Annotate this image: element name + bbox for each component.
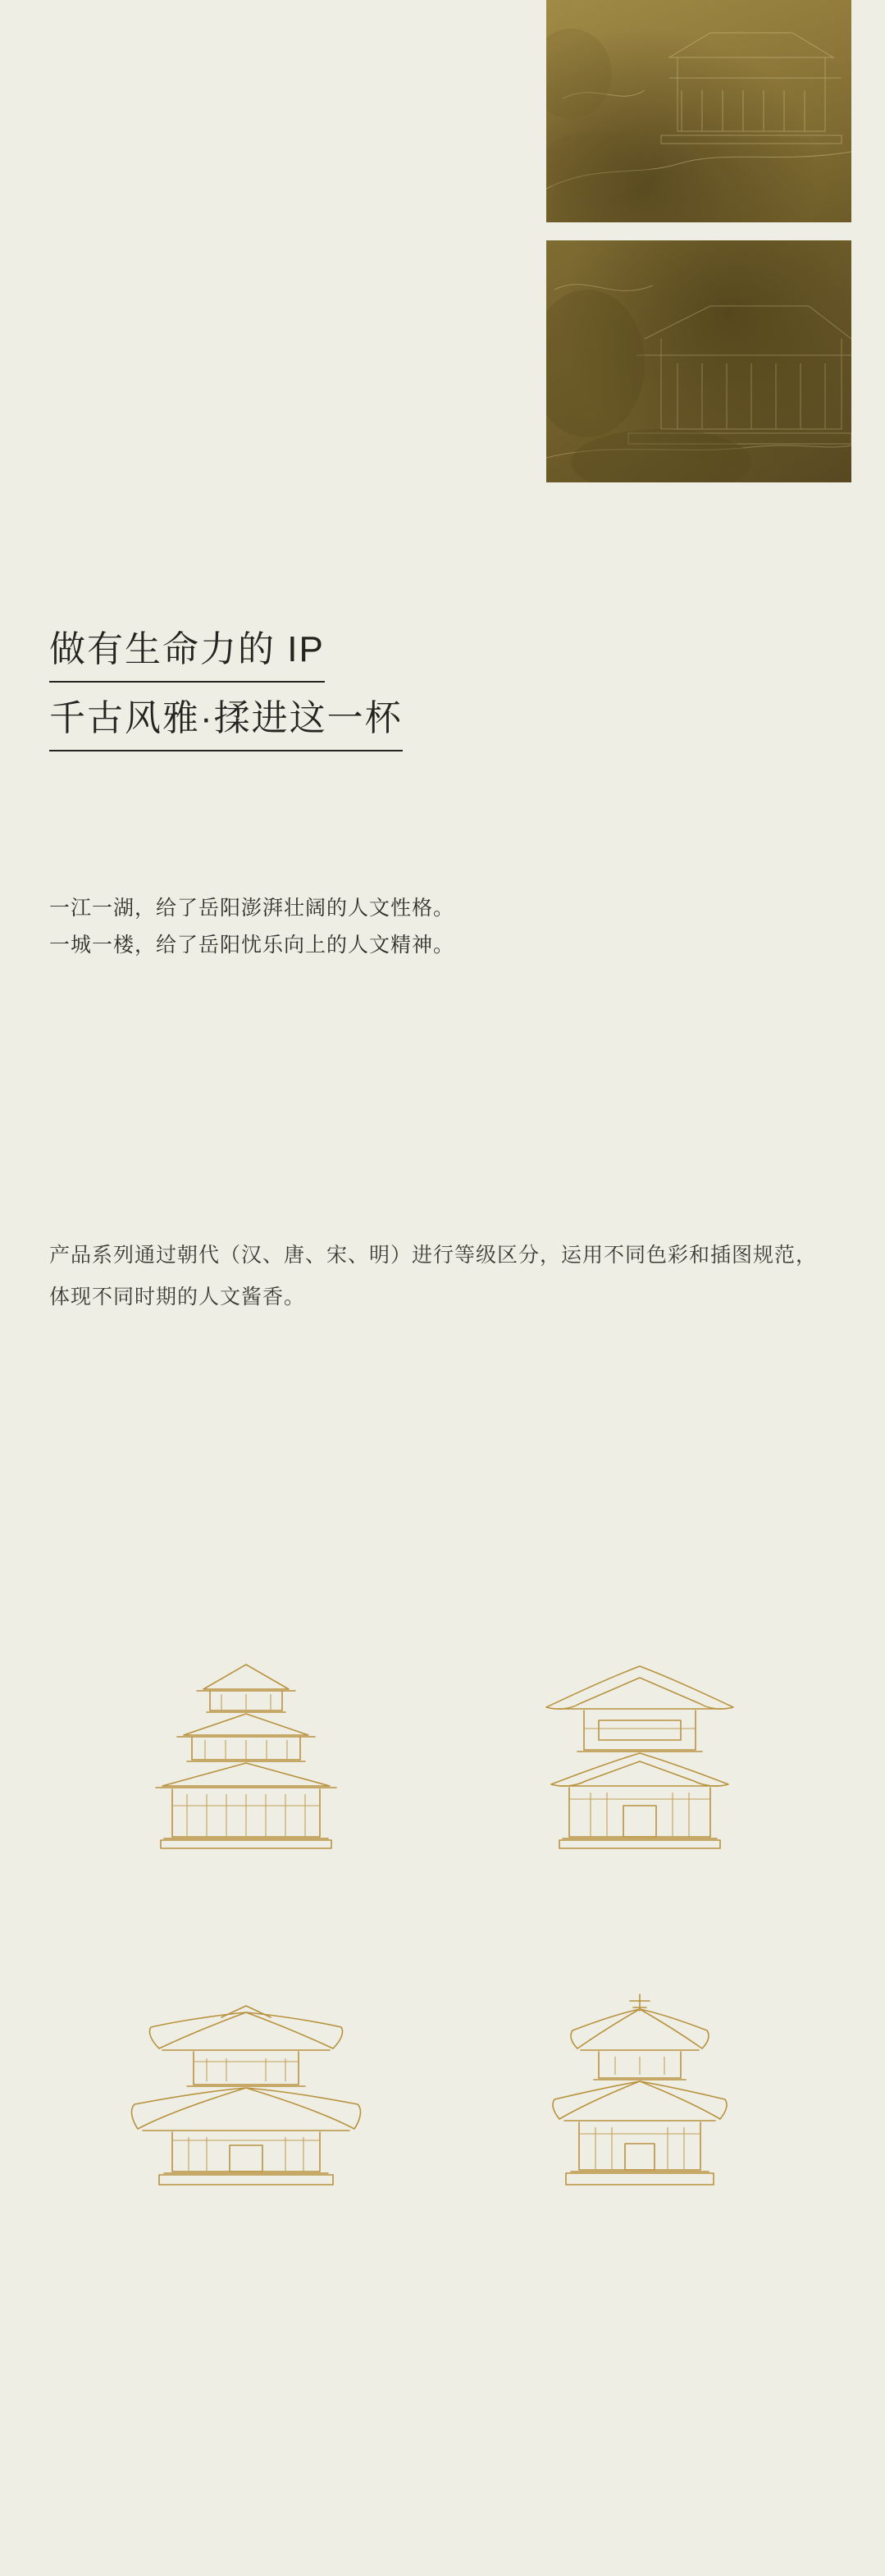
headline-line-1: 做有生命力的 IP — [49, 623, 325, 683]
han-dynasty-tower-illustration — [49, 1620, 443, 1858]
ancient-pavilion-painting-top — [546, 0, 851, 222]
page-title — [49, 623, 787, 751]
body-paragraph: 产品系列通过朝代（汉、唐、宋、明）进行等级区分，运用不同色彩和插图规范，体现不同时期的人文酱香。 — [49, 1244, 818, 1309]
lead-line-1: 一江一湖，给了岳阳澎湃壮阔的人文性格。 — [49, 897, 455, 920]
lead-paragraph — [49, 890, 771, 963]
tang-dynasty-tower-illustration — [443, 1620, 837, 1858]
song-dynasty-tower-illustration — [49, 1957, 443, 2195]
hero-image-stack — [546, 0, 851, 482]
ming-dynasty-tower-illustration — [443, 1957, 837, 2195]
lead-line-2: 一城一楼，给了岳阳忧乐向上的人文精神。 — [49, 933, 455, 957]
headline-line-2: 千古风雅·揉进这一杯 — [49, 692, 403, 751]
ancient-pavilion-painting-bottom — [546, 240, 851, 482]
dynasty-illustration-grid — [49, 1620, 837, 2195]
